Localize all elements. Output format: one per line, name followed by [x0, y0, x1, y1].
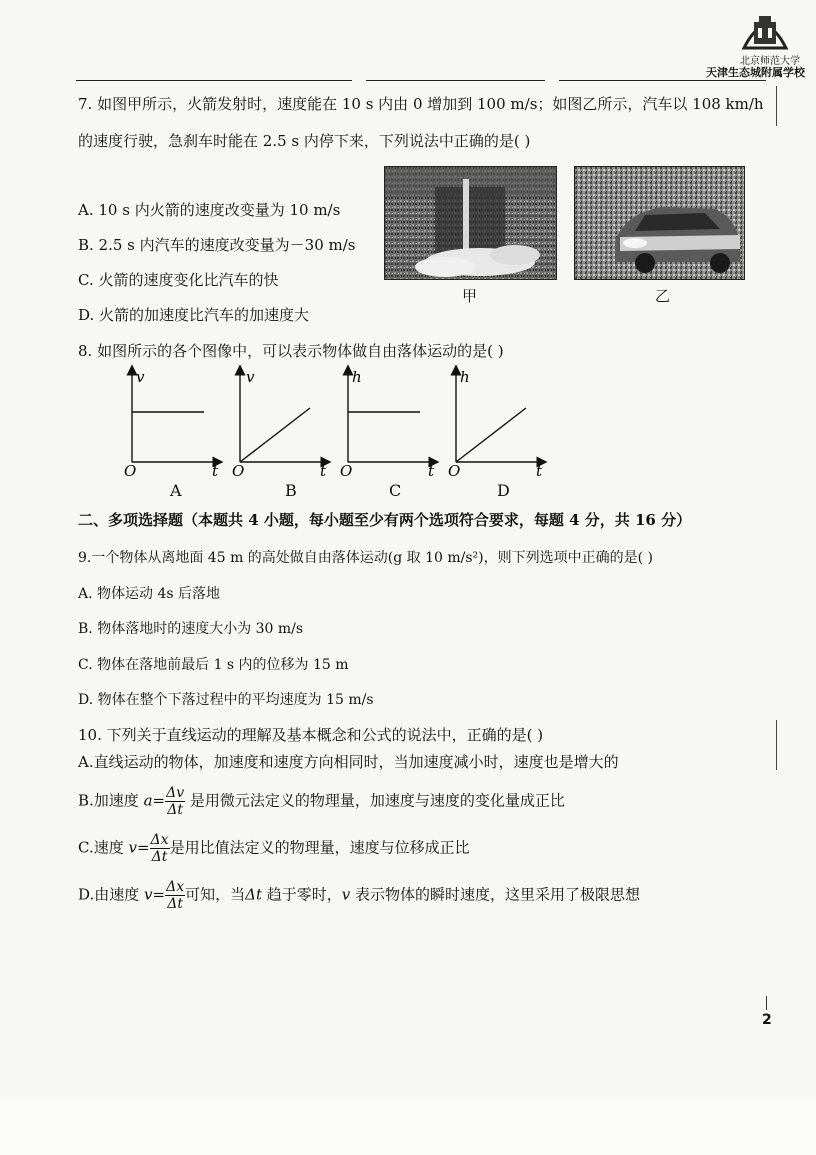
q10-option-d-text: 表示物体的瞬时速度，这里采用了极限思想: [350, 885, 641, 904]
graph-a-origin-label: O: [124, 462, 137, 476]
margin-mark: [776, 720, 777, 770]
velocity-symbol: v: [341, 885, 351, 904]
q9-option-c: C. 物体在落地前最后 1 s 内的位移为 15 m: [78, 657, 349, 673]
car-photo: [574, 166, 745, 280]
margin-mark: [776, 86, 777, 126]
q10-option-c-prefix: C.速度: [78, 838, 129, 857]
school-name-line1: 北京师范大学: [740, 56, 800, 67]
fraction-numerator: Δx: [166, 879, 185, 895]
q10-option-a: A.直线运动的物体，加速度和速度方向相同时，当加速度减小时，速度也是增大的: [78, 753, 619, 771]
graph-c-origin-label: O: [340, 462, 353, 476]
header-rule: [76, 80, 766, 81]
q9-option-a: A. 物体运动 4s 后落地: [78, 586, 221, 602]
motion-graphs: [110, 364, 570, 476]
q10-option-b-prefix: B.加速度: [78, 791, 144, 810]
graph-c: [340, 368, 435, 476]
velocity-symbol: v: [128, 838, 137, 857]
graph-b: [232, 368, 327, 476]
q7-option-d: D. 火箭的加速度比汽车的加速度大: [78, 306, 310, 324]
graph-a-label: A: [170, 481, 182, 500]
q7-option-b: B. 2.5 s 内汽车的速度改变量为－30 m/s: [78, 236, 356, 254]
page-number: 2: [762, 1012, 772, 1028]
fraction-numerator: Δv: [166, 785, 185, 801]
graph-a-y-axis-label: v: [136, 368, 145, 386]
q7-stem-line2: 的速度行驶，急刹车时能在 2.5 s 内停下来，下列说法中正确的是( ): [78, 132, 531, 150]
section-2-title: 二、多项选择题（本题共 4 小题，每小题至少有两个选项符合要求，每题 4 分，共 16 分）: [78, 511, 692, 529]
q10-option-d-prefix: D.由速度: [78, 885, 145, 904]
fraction-dx-dt: [165, 880, 185, 911]
velocity-symbol: v: [144, 885, 153, 904]
graph-b-x-axis-label: t: [320, 462, 327, 476]
q10-option-c-text: 是用比值法定义的物理量，速度与位移成正比: [169, 838, 470, 857]
q10-option-b-text: 是用微元法定义的物理量，加速度与速度的变化量成正比: [185, 791, 565, 810]
fraction-denominator: Δt: [151, 849, 168, 865]
photo-caption-yi: 乙: [655, 287, 671, 305]
graph-c-label: C: [389, 481, 402, 500]
acceleration-symbol: a: [143, 791, 153, 810]
q9-option-d: D. 物体在整个下落过程中的平均速度为 15 m/s: [78, 692, 374, 708]
graph-b-label: B: [285, 481, 297, 500]
q10-stem: 10. 下列关于直线运动的理解及基本概念和公式的说法中，正确的是( ): [78, 726, 544, 744]
graph-a-x-axis-label: t: [212, 462, 219, 476]
graph-d-x-axis-label: t: [536, 462, 543, 476]
graph-c-y-axis-label: h: [352, 368, 362, 386]
school-name-line2: 天津生态城附属学校: [706, 66, 805, 79]
fraction-numerator: Δx: [150, 832, 169, 848]
rocket-launch-photo: [384, 166, 557, 280]
fraction-dx-dt: [150, 833, 170, 864]
bottom-margin: [0, 1098, 816, 1155]
fraction-denominator: Δt: [167, 896, 183, 912]
graph-d-y-axis-label: h: [460, 368, 470, 386]
q10-option-b: B.加速度 a= $\frac{\Delta v}{\Delta t}$ 是用微元法定义的物理量，加速度与速度的变化量成正比: [78, 785, 565, 818]
q10-option-d-mid1: 可知，当: [185, 885, 246, 904]
q10-option-d: D.由速度 v= $\frac{\Delta x}{\Delta t}$ 可知，当Δt 趋于零时，v 表示物体的瞬时速度，这里采用了极限思想: [78, 879, 641, 912]
q10-option-d-mid2: 趋于零时，: [262, 885, 342, 904]
q7-option-a: A. 10 s 内火箭的速度改变量为 10 m/s: [78, 201, 341, 219]
graph-d: [448, 368, 543, 476]
school-logo-icon: [740, 8, 790, 52]
photo-caption-jia: 甲: [462, 287, 478, 305]
q8-stem: 8. 如图所示的各个图像中，可以表示物体做自由落体运动的是( ): [78, 342, 504, 360]
q9-stem: 9.一个物体从离地面 45 m 的高处做自由落体运动(g 取 10 m/s²)，则下列选项中正确的是( ): [78, 550, 654, 566]
graph-d-origin-label: O: [448, 462, 461, 476]
graph-b-y-axis-label: v: [246, 368, 255, 386]
q7-option-c: C. 火箭的速度变化比汽车的快: [78, 271, 279, 289]
graph-b-origin-label: O: [232, 462, 245, 476]
q10-option-c: C.速度 v= $\frac{\Delta x}{\Delta t}$ 是用比值法定义的物理量，速度与位移成正比: [78, 832, 470, 865]
delta-t-symbol: Δt: [245, 885, 262, 904]
graph-a: [124, 368, 219, 476]
fraction-denominator: Δt: [167, 802, 183, 818]
q7-stem-line1: 7. 如图甲所示，火箭发射时，速度能在 10 s 内由 0 增加到 100 m/s；如图乙所示，汽车以 108 km/h: [78, 95, 764, 113]
fraction-dv-dt: [165, 786, 185, 817]
graph-c-x-axis-label: t: [428, 462, 435, 476]
q9-option-b: B. 物体落地时的速度大小为 30 m/s: [78, 621, 304, 637]
graph-d-label: D: [497, 481, 510, 500]
page-number-bar: [766, 996, 767, 1010]
